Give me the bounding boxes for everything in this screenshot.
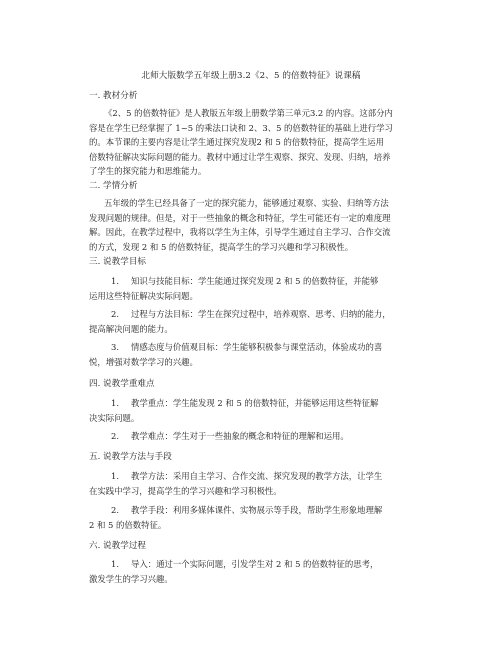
section-3-item-1 xyxy=(89,274,415,303)
text-line: 解。因此，在教学过程中，我将以学生为主体，引导学生通过自主学习、合作交流 xyxy=(89,227,391,238)
list-item-line: 决实际问题。 xyxy=(89,412,140,423)
document-title: 北师大版数学五年级上册3.2《2、5 的倍数特征》说课稿 xyxy=(141,71,361,81)
list-item-line: 激发学生的学习兴趣。 xyxy=(89,573,173,584)
section-heading-3: 三. 说教学目标 xyxy=(89,257,147,267)
list-item-line: 1. 知识与技能目标：学生能通过探究发现 2 和 5 的倍数特征，并能够 xyxy=(111,276,379,286)
section-heading-6: 六. 说教学过程 xyxy=(89,541,147,551)
section-heading-5: 五. 说教学方法与手段 xyxy=(89,452,172,462)
section-4-item-2 xyxy=(89,429,415,444)
text-line: 了学生的探究能力和思维能力。 xyxy=(89,166,207,177)
section-2-paragraph xyxy=(89,196,415,254)
section-heading-4: 四. 说教学重难点 xyxy=(89,379,155,389)
section-4-item-1 xyxy=(89,396,415,425)
list-item-line: 提高解决问题的能力。 xyxy=(89,323,173,334)
section-3-item-3 xyxy=(89,340,415,369)
text-line: 容是在学生已经掌握了 1~5 的乘法口诀和 2、3、5 的倍数特征的基础上进行学习 xyxy=(89,122,393,133)
list-item-line: 2. 过程与方法目标：学生在探究过程中，培养观察、思考、归纳的能力， xyxy=(111,309,391,319)
text-line: 的方式，发现 2 和 5 的倍数特征，提高学生的学习兴趣和学习积极性。 xyxy=(89,241,354,252)
list-item-line: 在实践中学习，提高学生的学习兴趣和学习积极性。 xyxy=(89,485,282,496)
list-item-line: 2 和 5 的倍数特征。 xyxy=(89,519,167,530)
list-item-line: 1. 教学方法：采用自主学习、合作交流、探究发现的教学方法，让学生 xyxy=(111,471,383,481)
section-6-item-1 xyxy=(89,557,415,586)
section-heading-2: 二. 学情分析 xyxy=(89,181,138,191)
section-heading-1: 一. 教材分析 xyxy=(89,91,138,101)
section-5-item-2 xyxy=(89,503,415,532)
section-3-item-2 xyxy=(89,307,415,336)
list-item-line: 3. 情感态度与价值观目标：学生能够积极参与课堂活动，体验成功的喜 xyxy=(111,342,383,352)
text-line: 《2、5 的倍数特征》是人教版五年级上册数学第三单元3.2 的内容。这部分内 xyxy=(104,108,393,118)
text-line: 倍数特征解决实际问题的能力。教材中通过让学生观察、探究、发现、归纳，培养 xyxy=(89,151,391,162)
list-item-line: 2. 教学难点：学生对于一些抽象的概念和特征的理解和运用。 xyxy=(111,431,349,441)
list-item-line: 悦，增强对数学学习的兴趣。 xyxy=(89,356,198,367)
text-line: 发现问题的规律。但是，对于一些抽象的概念和特征，学生可能还有一定的难度理 xyxy=(89,212,391,223)
section-1-paragraph xyxy=(89,106,415,179)
list-item-line: 1. 导入：通过一个实际问题，引发学生对 2 和 5 的倍数特征的思考， xyxy=(111,559,379,569)
list-item-line: 1. 教学重点：学生能发现 2 和 5 的倍数特征，并能够运用这些特征解 xyxy=(111,398,379,408)
list-item-line: 运用这些特征解决实际问题。 xyxy=(89,290,198,301)
text-line: 五年级的学生已经具备了一定的探究能力，能够通过观察、实验、归纳等方法 xyxy=(104,198,389,208)
list-item-line: 2. 教学手段：利用多媒体课件、实物展示等手段，帮助学生形象地理解 xyxy=(111,505,383,515)
text-line: 的。本节课的主要内容是让学生通过探究发现2 和 5 的倍数特征，提高学生运用 xyxy=(89,137,385,148)
section-5-item-1 xyxy=(89,469,415,498)
